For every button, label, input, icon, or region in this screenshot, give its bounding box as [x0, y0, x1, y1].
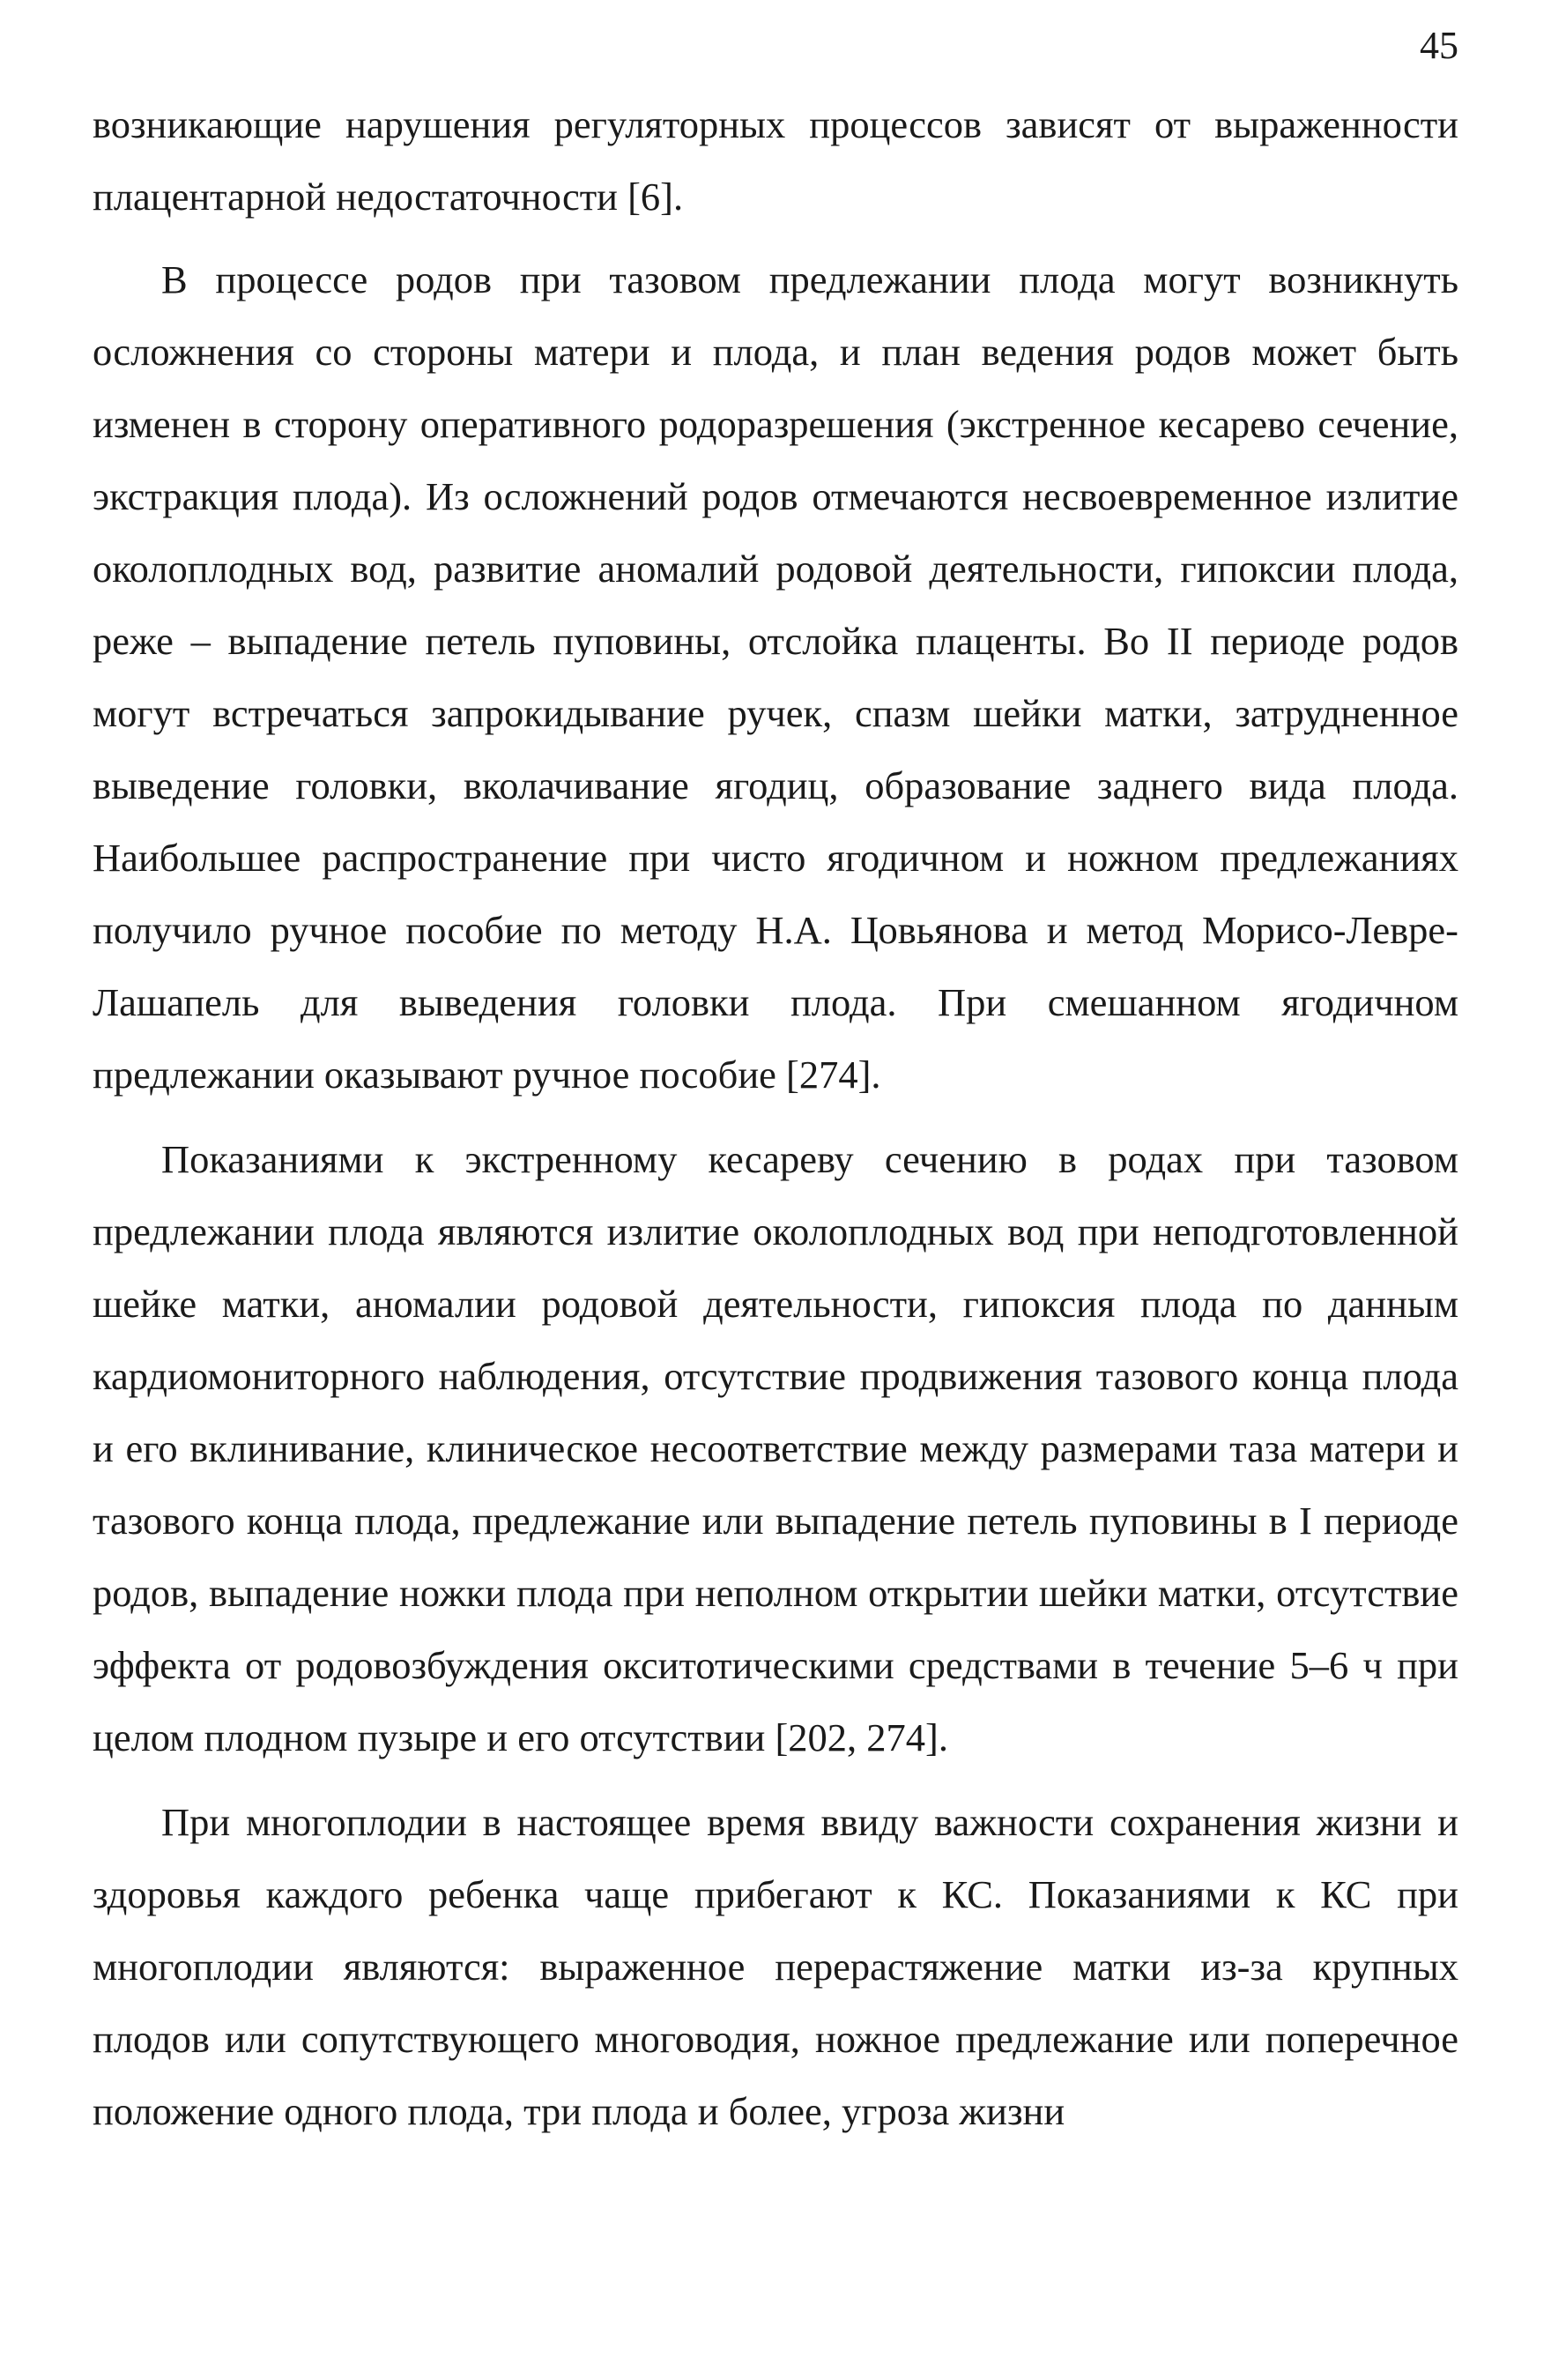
paragraph-breech-delivery-complications: В процессе родов при тазовом предлежании плода могут возникнуть осложнения со стороны матери и плода, и план ведения родов может быть изменен в сторону оперативного родоразрешения (экстренное кесарево сечение, экстракция плода). Из осложнений родов отмечаются несвоевременное излитие околоплодных вод, развитие аномалий родовой деятельности, гипоксии плода, реже – выпадение петель пуповины, отслойка плаценты. Во II периоде родов могут встречаться запрокидывание ручек, спазм шейки матки, затрудненное выведение головки, вколачивание ягодиц, образование заднего вида плода. Наибольшее распространение при чисто ягодичном и ножном предлежаниях получило ручное пособие по методу Н.А. Цовьянова и метод Морисо-Левре-Лашапель для выведения головки плода. При смешанном ягодичном предлежании оказывают ручное пособие [274].	[93, 257, 1458, 1097]
paragraph-cesarean-indications: Показаниями к экстренному кесареву сечению в родах при тазовом предлежании плода являются излитие околоплодных вод при неподготовленной шейке матки, аномалии родовой деятельности, гипоксия плода по данным кардиомониторного наблюдения, отсутствие продвижения тазового конца плода и его вклинивание, клиническое несоответствие между размерами таза матери и тазового конца плода, предлежание или выпадение петель пуповины в I периоде родов, выпадение ножки плода при неполном открытии шейки матки, отсутствие эффекта от родовозбуждения окситотическими средствами в течение 5–6 ч при целом плодном пузыре и его отсутствии [202, 274].	[93, 1137, 1458, 1759]
page-number: 45	[1420, 24, 1458, 67]
paragraph-multiple-pregnancy: При многоплодии в настоящее время ввиду важности сохранения жизни и здоровья каждого ребенка чаще прибегают к КС. Показаниями к КС при многоплодии являются: выраженное перерастяжение матки из-за крупных плодов или сопутствующего многоводия, ножное предлежание или поперечное положение одного плода, три плода и более, угроза жизни	[93, 1800, 1458, 2133]
body-text	[93, 88, 1458, 2147]
paragraph-continuation: возникающие нарушения регуляторных процессов зависят от выраженности плацентарной недостаточности [6].	[93, 102, 1458, 219]
